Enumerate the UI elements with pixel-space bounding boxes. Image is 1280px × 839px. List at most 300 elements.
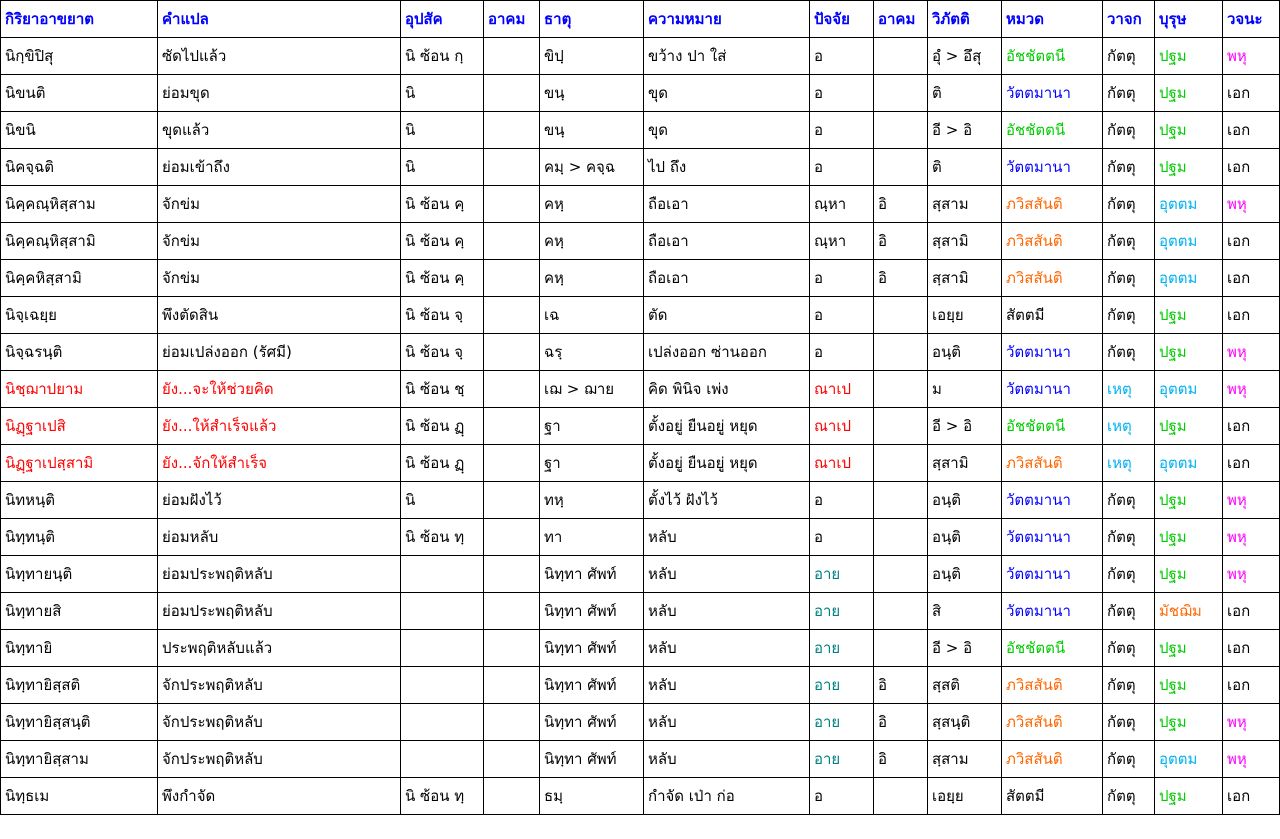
cell-ending: อุํ > อึสุ <box>928 38 1002 75</box>
cell-group: สัตตมี <box>1002 778 1103 815</box>
cell-person: ปฐม <box>1155 630 1223 667</box>
cell-voice: กัตตุ <box>1103 260 1155 297</box>
header-meaning: คำแปล <box>158 1 401 38</box>
cell-person: ปฐม <box>1155 334 1223 371</box>
cell-number: พหุ <box>1223 556 1280 593</box>
cell-prefix: นิ <box>401 112 484 149</box>
cell-ending: อนฺติ <box>928 519 1002 556</box>
cell-prefix: นิ ซ้อน จฺ <box>401 334 484 371</box>
cell-voice: กัตตุ <box>1103 778 1155 815</box>
cell-voice: เหตุ <box>1103 371 1155 408</box>
cell-ending: อี > อิ <box>928 630 1002 667</box>
cell-prefix: นิ ซ้อน คฺ <box>401 260 484 297</box>
cell-number: เอก <box>1223 630 1280 667</box>
cell-agama-2: อิ <box>874 741 928 778</box>
cell-prefix: นิ <box>401 482 484 519</box>
cell-suffix: อ <box>810 297 874 334</box>
cell-person: อุตตม <box>1155 260 1223 297</box>
cell-person: ปฐม <box>1155 482 1223 519</box>
cell-person: ปฐม <box>1155 112 1223 149</box>
cell-verb: นิจฺฉรนฺติ <box>1 334 158 371</box>
table-body <box>1 38 1280 815</box>
cell-group: วัตตมานา <box>1002 75 1103 112</box>
cell-verb: นิคฺคณฺหิสฺสามิ <box>1 223 158 260</box>
cell-root-meaning: ถือเอา <box>644 223 810 260</box>
cell-ending: สิ <box>928 593 1002 630</box>
cell-ending: ม <box>928 371 1002 408</box>
table-row <box>1 334 1280 371</box>
table-row <box>1 445 1280 482</box>
cell-agama-2: อิ <box>874 223 928 260</box>
cell-verb: นิทฺทายิ <box>1 630 158 667</box>
cell-number: พหุ <box>1223 371 1280 408</box>
cell-verb: นิทฺทนฺติ <box>1 519 158 556</box>
cell-voice: กัตตุ <box>1103 38 1155 75</box>
header-person: บุรุษ <box>1155 1 1223 38</box>
cell-root-meaning: หลับ <box>644 556 810 593</box>
cell-number: เอก <box>1223 408 1280 445</box>
cell-ending: สฺสติ <box>928 667 1002 704</box>
header-prefix: อุปสัค <box>401 1 484 38</box>
cell-verb: นิขนิ <box>1 112 158 149</box>
cell-voice: กัตตุ <box>1103 75 1155 112</box>
cell-voice: กัตตุ <box>1103 519 1155 556</box>
cell-verb: นิทหนฺติ <box>1 482 158 519</box>
cell-prefix: นิ ซ้อน ฏฺ <box>401 408 484 445</box>
cell-person: ปฐม <box>1155 75 1223 112</box>
cell-number: พหุ <box>1223 38 1280 75</box>
header-number: วจนะ <box>1223 1 1280 38</box>
table-row <box>1 223 1280 260</box>
cell-suffix: อ <box>810 260 874 297</box>
cell-prefix <box>401 593 484 630</box>
cell-number: เอก <box>1223 667 1280 704</box>
cell-person: ปฐม <box>1155 519 1223 556</box>
cell-number: เอก <box>1223 778 1280 815</box>
cell-suffix: ณฺหา <box>810 186 874 223</box>
cell-suffix: อาย <box>810 630 874 667</box>
cell-person: ปฐม <box>1155 704 1223 741</box>
cell-group: ภวิสสันติ <box>1002 223 1103 260</box>
table-row <box>1 741 1280 778</box>
cell-number: เอก <box>1223 112 1280 149</box>
cell-voice: กัตตุ <box>1103 482 1155 519</box>
cell-agama-2 <box>874 112 928 149</box>
cell-number: เอก <box>1223 149 1280 186</box>
cell-suffix: อ <box>810 778 874 815</box>
cell-root: ขนฺ <box>540 112 644 149</box>
cell-meaning: ย่อมประพฤติหลับ <box>158 593 401 630</box>
cell-prefix: นิ ซ้อน ชฺ <box>401 371 484 408</box>
cell-meaning: จักข่ม <box>158 223 401 260</box>
cell-ending: อี > อิ <box>928 408 1002 445</box>
cell-suffix: ณฺหา <box>810 223 874 260</box>
cell-ending: อี > อิ <box>928 112 1002 149</box>
cell-ending: อนฺติ <box>928 334 1002 371</box>
cell-person: อุตตม <box>1155 186 1223 223</box>
cell-voice: กัตตุ <box>1103 630 1155 667</box>
table-row <box>1 297 1280 334</box>
cell-meaning: ย่อมหลับ <box>158 519 401 556</box>
cell-voice: เหตุ <box>1103 408 1155 445</box>
cell-agama <box>484 482 540 519</box>
cell-root: คหฺ <box>540 186 644 223</box>
cell-group: ภวิสสันติ <box>1002 704 1103 741</box>
cell-verb: นิจฺเฉยฺย <box>1 297 158 334</box>
cell-agama <box>484 38 540 75</box>
cell-verb: นิขนติ <box>1 75 158 112</box>
cell-root-meaning: ตัด <box>644 297 810 334</box>
cell-root: ทหฺ <box>540 482 644 519</box>
table-row <box>1 482 1280 519</box>
cell-person: อุตตม <box>1155 223 1223 260</box>
cell-suffix: อ <box>810 149 874 186</box>
cell-ending: ติ <box>928 149 1002 186</box>
cell-number: พหุ <box>1223 704 1280 741</box>
cell-root-meaning: ไป ถึง <box>644 149 810 186</box>
cell-prefix: นิ ซ้อน คฺ <box>401 223 484 260</box>
cell-root: ทา <box>540 519 644 556</box>
cell-agama <box>484 75 540 112</box>
cell-agama-2 <box>874 556 928 593</box>
cell-agama-2 <box>874 408 928 445</box>
table-row <box>1 556 1280 593</box>
cell-suffix: ณาเป <box>810 445 874 482</box>
cell-root: ขนฺ <box>540 75 644 112</box>
table-row <box>1 112 1280 149</box>
cell-verb: นิคจฺฉติ <box>1 149 158 186</box>
cell-root: เฌ > ฌาย <box>540 371 644 408</box>
cell-agama <box>484 408 540 445</box>
cell-number: เอก <box>1223 445 1280 482</box>
cell-agama <box>484 741 540 778</box>
cell-prefix: นิ <box>401 149 484 186</box>
cell-prefix <box>401 667 484 704</box>
cell-ending: สฺสามิ <box>928 260 1002 297</box>
table-row <box>1 186 1280 223</box>
cell-group: ภวิสสันติ <box>1002 260 1103 297</box>
cell-root-meaning: ขว้าง ปา ใส่ <box>644 38 810 75</box>
cell-verb: นิทฺทายิสฺสติ <box>1 667 158 704</box>
cell-person: อุตตม <box>1155 371 1223 408</box>
cell-voice: กัตตุ <box>1103 186 1155 223</box>
cell-agama <box>484 519 540 556</box>
header-ending: วิภัตติ <box>928 1 1002 38</box>
table-row <box>1 149 1280 186</box>
cell-root-meaning: หลับ <box>644 741 810 778</box>
cell-agama-2 <box>874 75 928 112</box>
cell-root-meaning: หลับ <box>644 704 810 741</box>
header-suffix: ปัจจัย <box>810 1 874 38</box>
table-row <box>1 75 1280 112</box>
cell-root: ฉรฺ <box>540 334 644 371</box>
cell-suffix: อาย <box>810 741 874 778</box>
cell-verb: นิฏฺฐาเปสิ <box>1 408 158 445</box>
cell-ending: เอยฺย <box>928 778 1002 815</box>
cell-voice: กัตตุ <box>1103 334 1155 371</box>
cell-number: เอก <box>1223 593 1280 630</box>
cell-agama-2: อิ <box>874 186 928 223</box>
cell-prefix: นิ ซ้อน จฺ <box>401 297 484 334</box>
cell-voice: เหตุ <box>1103 445 1155 482</box>
cell-agama <box>484 704 540 741</box>
cell-agama-2 <box>874 445 928 482</box>
cell-meaning: ย่อมฝังไว้ <box>158 482 401 519</box>
cell-prefix <box>401 630 484 667</box>
cell-person: ปฐม <box>1155 408 1223 445</box>
cell-meaning: พึงตัดสิน <box>158 297 401 334</box>
cell-root: นิทฺทา ศัพท์ <box>540 556 644 593</box>
cell-ending: สฺสามิ <box>928 445 1002 482</box>
header-voice: วาจก <box>1103 1 1155 38</box>
cell-group: วัตตมานา <box>1002 371 1103 408</box>
cell-root: ฐา <box>540 445 644 482</box>
cell-root: เฉ <box>540 297 644 334</box>
cell-prefix: นิ ซ้อน ทฺ <box>401 519 484 556</box>
cell-agama <box>484 445 540 482</box>
table-row <box>1 778 1280 815</box>
cell-verb: นิทฺธเม <box>1 778 158 815</box>
cell-meaning: ยัง...จักให้สำเร็จ <box>158 445 401 482</box>
cell-agama <box>484 186 540 223</box>
cell-prefix: นิ ซ้อน คฺ <box>401 186 484 223</box>
cell-group: วัตตมานา <box>1002 556 1103 593</box>
cell-root: ฐา <box>540 408 644 445</box>
cell-meaning: จักประพฤติหลับ <box>158 704 401 741</box>
cell-agama-2 <box>874 297 928 334</box>
cell-number: พหุ <box>1223 482 1280 519</box>
cell-agama-2 <box>874 593 928 630</box>
cell-suffix: อาย <box>810 593 874 630</box>
cell-group: วัตตมานา <box>1002 482 1103 519</box>
cell-ending: เอยฺย <box>928 297 1002 334</box>
cell-suffix: อาย <box>810 667 874 704</box>
cell-number: เอก <box>1223 297 1280 334</box>
cell-ending: สฺสนฺติ <box>928 704 1002 741</box>
header-group: หมวด <box>1002 1 1103 38</box>
cell-meaning: ยัง...ให้สำเร็จแล้ว <box>158 408 401 445</box>
cell-voice: กัตตุ <box>1103 556 1155 593</box>
cell-root-meaning: ตั้งไว้ ฝังไว้ <box>644 482 810 519</box>
header-agama: อาคม <box>484 1 540 38</box>
cell-person: อุตตม <box>1155 445 1223 482</box>
cell-prefix: นิ <box>401 75 484 112</box>
cell-root: นิทฺทา ศัพท์ <box>540 704 644 741</box>
cell-meaning: ยัง...จะให้ช่วยคิด <box>158 371 401 408</box>
cell-prefix <box>401 741 484 778</box>
cell-agama <box>484 593 540 630</box>
cell-agama <box>484 260 540 297</box>
cell-group: สัตตมี <box>1002 297 1103 334</box>
table-row <box>1 630 1280 667</box>
cell-root-meaning: หลับ <box>644 593 810 630</box>
cell-prefix: นิ ซ้อน ทฺ <box>401 778 484 815</box>
cell-group: วัตตมานา <box>1002 149 1103 186</box>
cell-agama-2 <box>874 519 928 556</box>
cell-suffix: อ <box>810 519 874 556</box>
cell-prefix: นิ ซ้อน ฏฺ <box>401 445 484 482</box>
cell-group: ภวิสสันติ <box>1002 186 1103 223</box>
cell-group: อัชชัตตนี <box>1002 38 1103 75</box>
cell-meaning: ย่อมเปล่งออก (รัศมี) <box>158 334 401 371</box>
table-row <box>1 260 1280 297</box>
cell-meaning: ย่อมเข้าถึง <box>158 149 401 186</box>
cell-prefix <box>401 704 484 741</box>
cell-agama <box>484 371 540 408</box>
cell-group: อัชชัตตนี <box>1002 112 1103 149</box>
table-row <box>1 704 1280 741</box>
cell-voice: กัตตุ <box>1103 593 1155 630</box>
cell-agama <box>484 556 540 593</box>
cell-root: ธมฺ <box>540 778 644 815</box>
cell-meaning: จักประพฤติหลับ <box>158 667 401 704</box>
cell-agama <box>484 223 540 260</box>
cell-person: ปฐม <box>1155 297 1223 334</box>
cell-root-meaning: ถือเอา <box>644 186 810 223</box>
cell-voice: กัตตุ <box>1103 149 1155 186</box>
cell-agama-2 <box>874 149 928 186</box>
cell-suffix: ณาเป <box>810 408 874 445</box>
cell-number: พหุ <box>1223 334 1280 371</box>
cell-suffix: อ <box>810 112 874 149</box>
cell-agama <box>484 630 540 667</box>
cell-root-meaning: เปล่งออก ซ่านออก <box>644 334 810 371</box>
cell-ending: สฺสาม <box>928 186 1002 223</box>
cell-person: ปฐม <box>1155 556 1223 593</box>
header-agama-2: อาคม <box>874 1 928 38</box>
cell-person: อุตตม <box>1155 741 1223 778</box>
cell-meaning: จักข่ม <box>158 260 401 297</box>
cell-group: ภวิสสันติ <box>1002 445 1103 482</box>
cell-meaning: ย่อมประพฤติหลับ <box>158 556 401 593</box>
cell-prefix <box>401 556 484 593</box>
cell-root-meaning: กำจัด เป่า ก่อ <box>644 778 810 815</box>
cell-suffix: อ <box>810 334 874 371</box>
cell-group: ภวิสสันติ <box>1002 741 1103 778</box>
cell-root-meaning: ตั้งอยู่ ยืนอยู่ หยุด <box>644 445 810 482</box>
cell-ending: สฺสามิ <box>928 223 1002 260</box>
cell-root: คหฺ <box>540 260 644 297</box>
cell-agama-2: อิ <box>874 260 928 297</box>
cell-voice: กัตตุ <box>1103 297 1155 334</box>
cell-meaning: ซัดไปแล้ว <box>158 38 401 75</box>
cell-number: พหุ <box>1223 519 1280 556</box>
cell-verb: นิคฺคณฺหิสฺสาม <box>1 186 158 223</box>
cell-suffix: อ <box>810 75 874 112</box>
cell-suffix: อ <box>810 482 874 519</box>
header-verb: กิริยาอาขยาต <box>1 1 158 38</box>
cell-suffix: อ <box>810 38 874 75</box>
cell-verb: นิคฺคหิสฺสามิ <box>1 260 158 297</box>
table-row <box>1 519 1280 556</box>
cell-root-meaning: หลับ <box>644 519 810 556</box>
cell-suffix: อาย <box>810 704 874 741</box>
cell-prefix: นิ ซ้อน กฺ <box>401 38 484 75</box>
cell-verb: นิฏฺฐาเปสฺสามิ <box>1 445 158 482</box>
header-root-meaning: ความหมาย <box>644 1 810 38</box>
cell-ending: อนฺติ <box>928 482 1002 519</box>
cell-ending: ติ <box>928 75 1002 112</box>
cell-root: นิทฺทา ศัพท์ <box>540 593 644 630</box>
cell-ending: สฺสาม <box>928 741 1002 778</box>
cell-person: ปฐม <box>1155 38 1223 75</box>
cell-agama-2 <box>874 630 928 667</box>
cell-group: วัตตมานา <box>1002 519 1103 556</box>
cell-voice: กัตตุ <box>1103 704 1155 741</box>
cell-group: วัตตมานา <box>1002 334 1103 371</box>
cell-agama <box>484 334 540 371</box>
cell-number: พหุ <box>1223 741 1280 778</box>
cell-agama-2 <box>874 371 928 408</box>
cell-number: เอก <box>1223 223 1280 260</box>
cell-group: ภวิสสันติ <box>1002 667 1103 704</box>
table-row <box>1 38 1280 75</box>
table-row <box>1 593 1280 630</box>
cell-agama-2: อิ <box>874 704 928 741</box>
cell-root-meaning: ขุด <box>644 112 810 149</box>
cell-meaning: พึงกำจัด <box>158 778 401 815</box>
cell-person: ปฐม <box>1155 149 1223 186</box>
cell-root-meaning: ขุด <box>644 75 810 112</box>
cell-suffix: อาย <box>810 556 874 593</box>
cell-ending: อนฺติ <box>928 556 1002 593</box>
cell-root-meaning: หลับ <box>644 630 810 667</box>
cell-meaning: ย่อมขุด <box>158 75 401 112</box>
cell-group: อัชชัตตนี <box>1002 630 1103 667</box>
cell-number: เอก <box>1223 75 1280 112</box>
cell-person: มัชฌิม <box>1155 593 1223 630</box>
cell-root-meaning: หลับ <box>644 667 810 704</box>
table-row <box>1 371 1280 408</box>
cell-root: นิทฺทา ศัพท์ <box>540 741 644 778</box>
cell-agama <box>484 667 540 704</box>
cell-meaning: จักประพฤติหลับ <box>158 741 401 778</box>
table-row <box>1 408 1280 445</box>
cell-agama <box>484 112 540 149</box>
cell-agama <box>484 297 540 334</box>
cell-root: ขิปฺ <box>540 38 644 75</box>
cell-root: นิทฺทา ศัพท์ <box>540 630 644 667</box>
cell-agama-2 <box>874 334 928 371</box>
table-row <box>1 667 1280 704</box>
cell-suffix: ณาเป <box>810 371 874 408</box>
header-row <box>1 1 1280 38</box>
cell-verb: นิทฺทายิสฺสนฺติ <box>1 704 158 741</box>
cell-root-meaning: คิด พินิจ เพ่ง <box>644 371 810 408</box>
cell-person: ปฐม <box>1155 778 1223 815</box>
cell-agama-2 <box>874 778 928 815</box>
cell-agama <box>484 778 540 815</box>
cell-number: พหุ <box>1223 186 1280 223</box>
cell-agama <box>484 149 540 186</box>
cell-voice: กัตตุ <box>1103 223 1155 260</box>
cell-verb: นิทฺทายิสฺสาม <box>1 741 158 778</box>
cell-root-meaning: ถือเอา <box>644 260 810 297</box>
cell-person: ปฐม <box>1155 667 1223 704</box>
cell-agama-2: อิ <box>874 667 928 704</box>
cell-verb: นิกฺขิปิสุ <box>1 38 158 75</box>
cell-number: เอก <box>1223 260 1280 297</box>
cell-agama-2 <box>874 482 928 519</box>
cell-voice: กัตตุ <box>1103 112 1155 149</box>
cell-group: วัตตมานา <box>1002 593 1103 630</box>
header-root: ธาตุ <box>540 1 644 38</box>
cell-root: นิทฺทา ศัพท์ <box>540 667 644 704</box>
cell-meaning: ประพฤติหลับแล้ว <box>158 630 401 667</box>
cell-agama-2 <box>874 38 928 75</box>
cell-verb: นิทฺทายนฺติ <box>1 556 158 593</box>
cell-group: อัชชัตตนี <box>1002 408 1103 445</box>
